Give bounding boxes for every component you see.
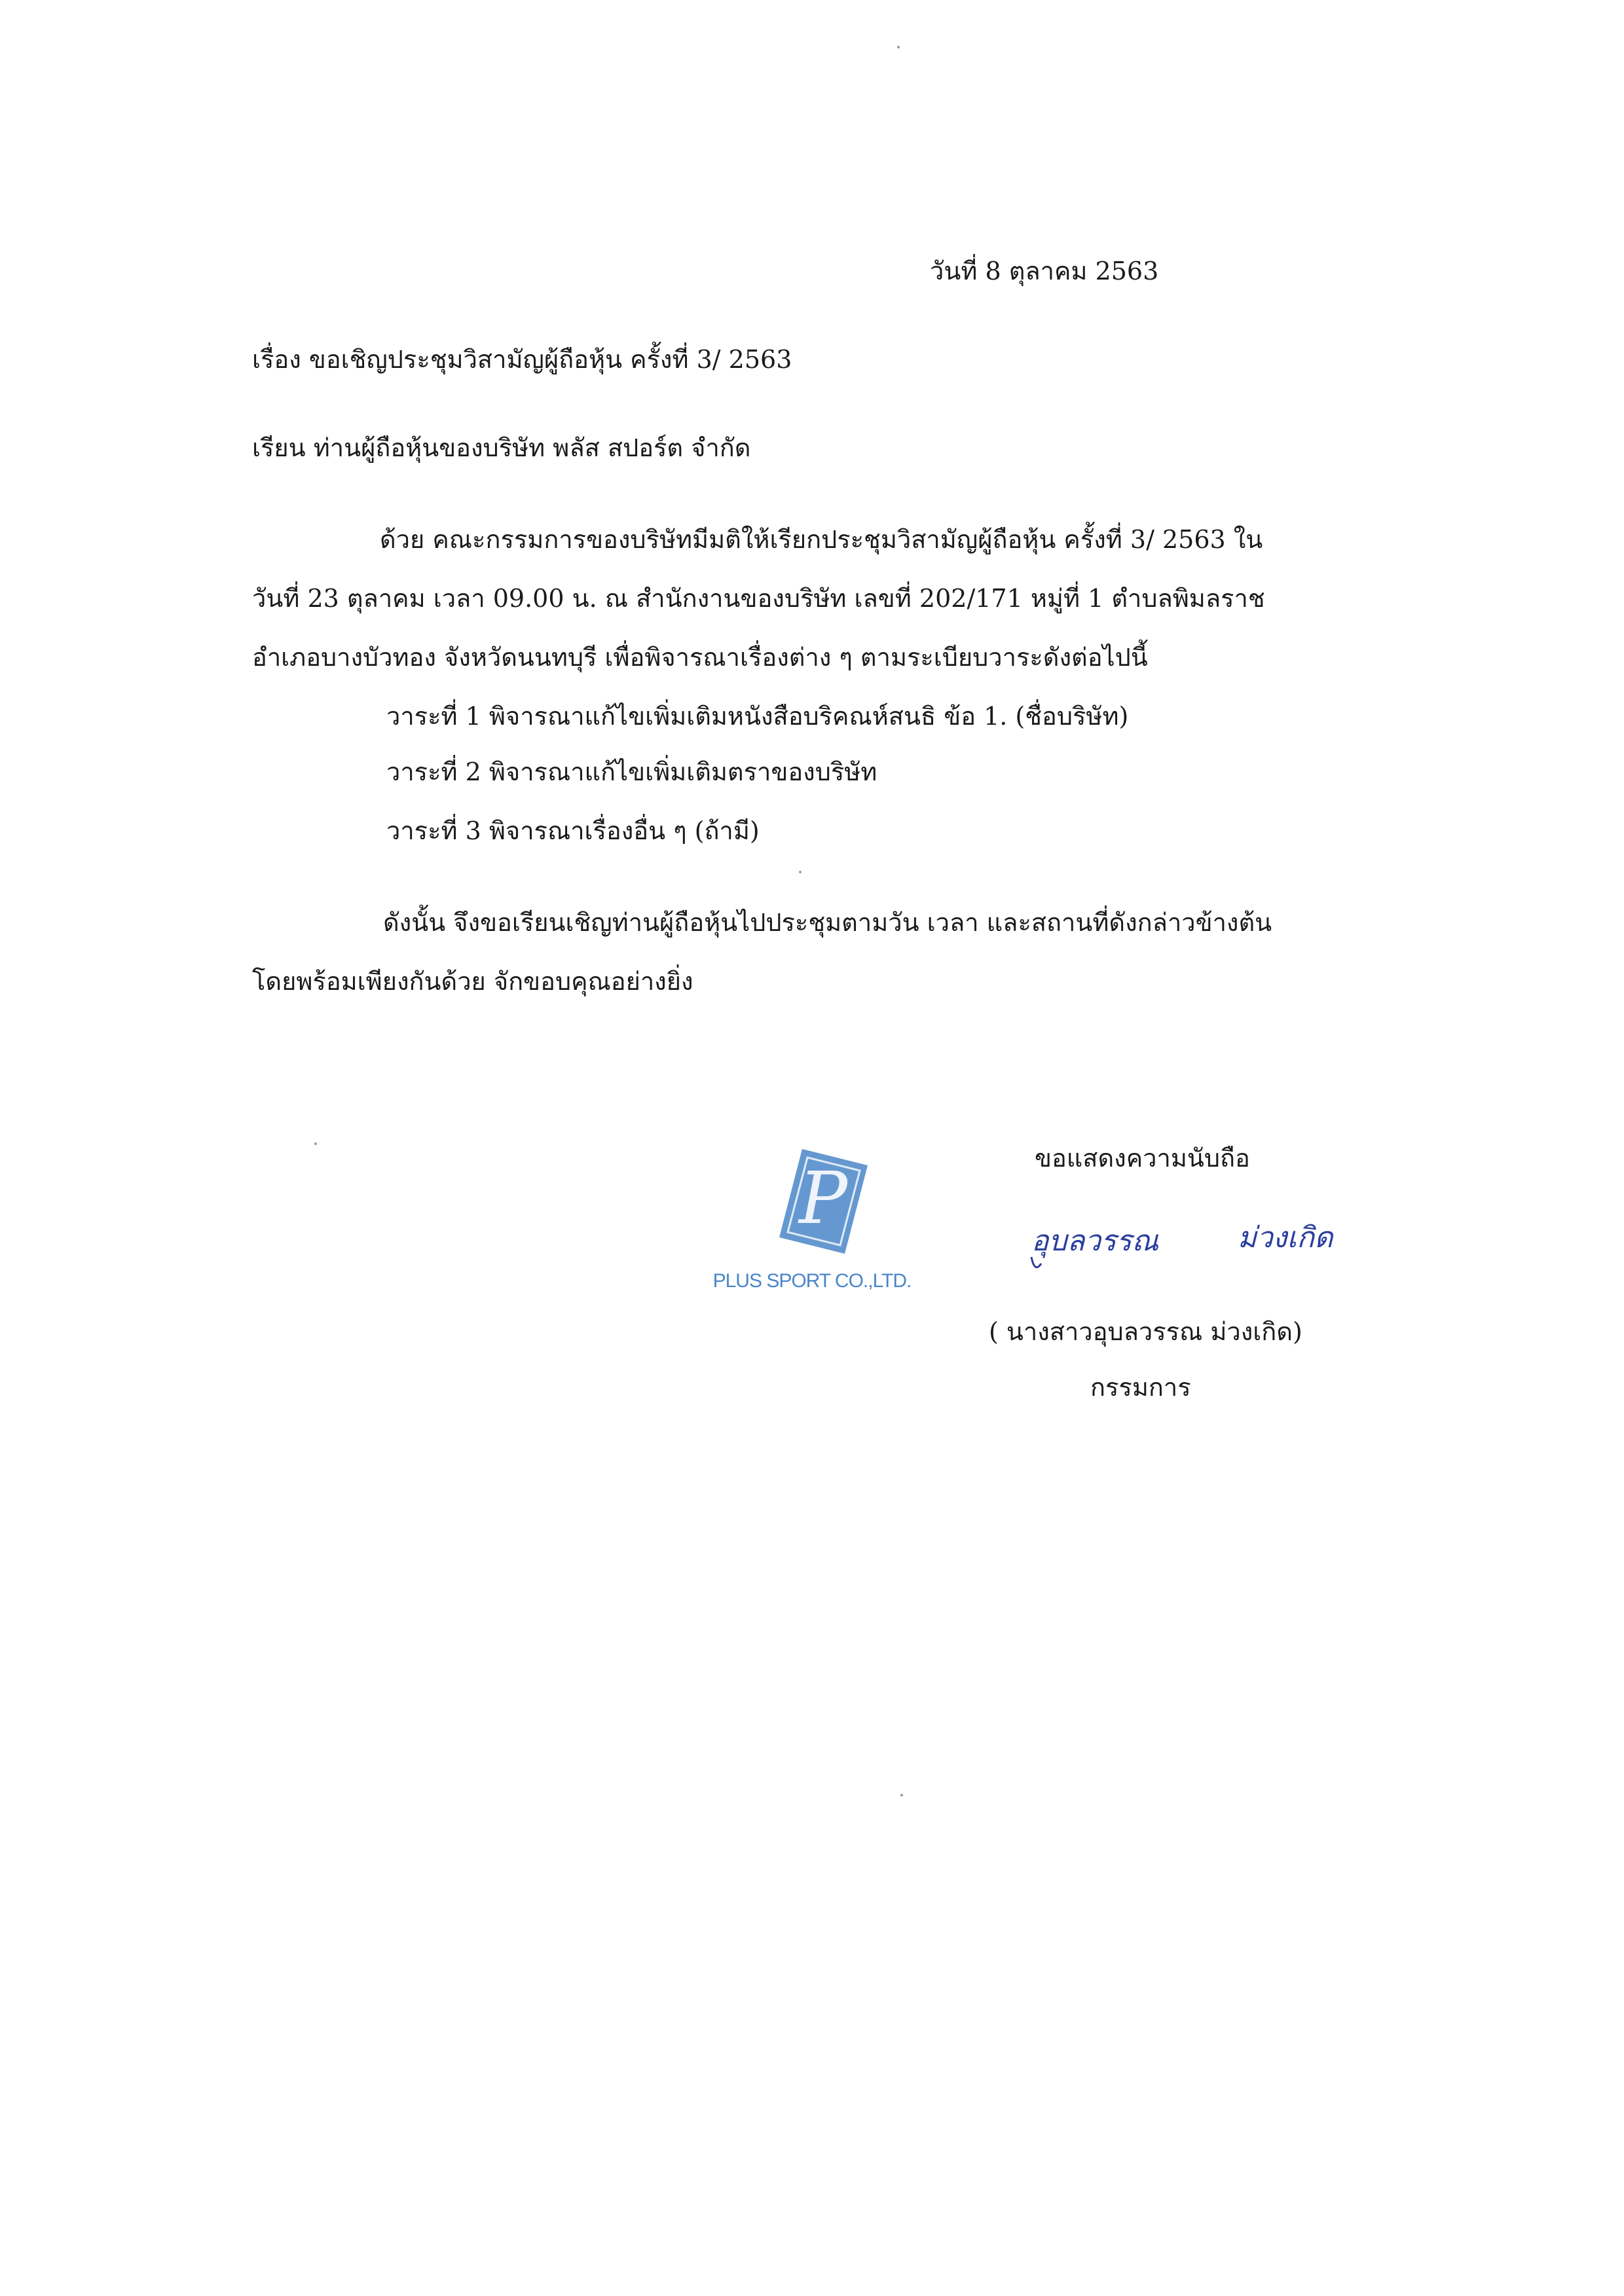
letter-date: วันที่ 8 ตุลาคม 2563 [930, 257, 1159, 285]
body-paragraph-1-line-1: ด้วย คณะกรรมการของบริษัทมีมติให้เรียกประชุมวิสามัญผู้ถือหุ้น ครั้งที่ 3/ 2563 ใน [380, 525, 1263, 554]
agenda-item-1: วาระที่ 1 พิจารณาแก้ไขเพิ่มเติมหนังสือบริคณห์สนธิ ข้อ 1. (ชื่อบริษัท) [386, 702, 1129, 731]
agenda-item-3: วาระที่ 3 พิจารณาเรื่องอื่น ๆ (ถ้ามี) [386, 816, 760, 845]
body-paragraph-2-line-2: โดยพร้อมเพียงกันด้วย จักขอบคุณอย่างยิ่ง [252, 967, 693, 996]
seal-monogram: P [798, 1156, 848, 1240]
letter-subject: เรื่อง ขอเชิญประชุมวิสามัญผู้ถือหุ้น ครั้งที่ 3/ 2563 [252, 345, 792, 374]
scan-speck [314, 1142, 317, 1145]
body-paragraph-1-line-2: วันที่ 23 ตุลาคม เวลา 09.00 น. ณ สำนักงานของบริษัท เลขที่ 202/171 หมู่ที่ 1 ตำบลพิมลราช [252, 584, 1265, 613]
agenda-item-2: วาระที่ 2 พิจารณาแก้ไขเพิ่มเติมตราของบริษัท [386, 757, 877, 786]
scan-speck [900, 1794, 903, 1796]
scan-speck [897, 46, 900, 48]
letter-recipient: เรียน ท่านผู้ถือหุ้นของบริษัท พลัส สปอร์ต จำกัด [252, 433, 751, 462]
scan-speck [799, 871, 802, 873]
signatory-title: กรรมการ [1090, 1373, 1191, 1402]
seal-diamond-icon [779, 1149, 868, 1254]
body-paragraph-2-line-1: ดังนั้น จึงขอเรียนเชิญท่านผู้ถือหุ้นไปประชุมตามวัน เวลา และสถานที่ดังกล่าวข้างต้น [383, 908, 1272, 937]
signature-first-name: อุบลวรรณ [1031, 1224, 1159, 1258]
seal-company-name: PLUS SPORT CO.,LTD. [712, 1270, 912, 1292]
signature-last-name: ม่วงเกิด [1238, 1221, 1333, 1254]
signatory-name: ( นางสาวอุบลวรรณ ม่วงเกิด) [989, 1317, 1302, 1346]
body-paragraph-1-line-3: อำเภอบางบัวทอง จังหวัดนนทบุรี เพื่อพิจารณาเรื่องต่าง ๆ ตามระเบียบวาระดังต่อไปนี้ [252, 643, 1148, 672]
closing-phrase: ขอแสดงความนับถือ [1035, 1144, 1250, 1173]
signature-stroke-icon [1028, 1211, 1395, 1277]
